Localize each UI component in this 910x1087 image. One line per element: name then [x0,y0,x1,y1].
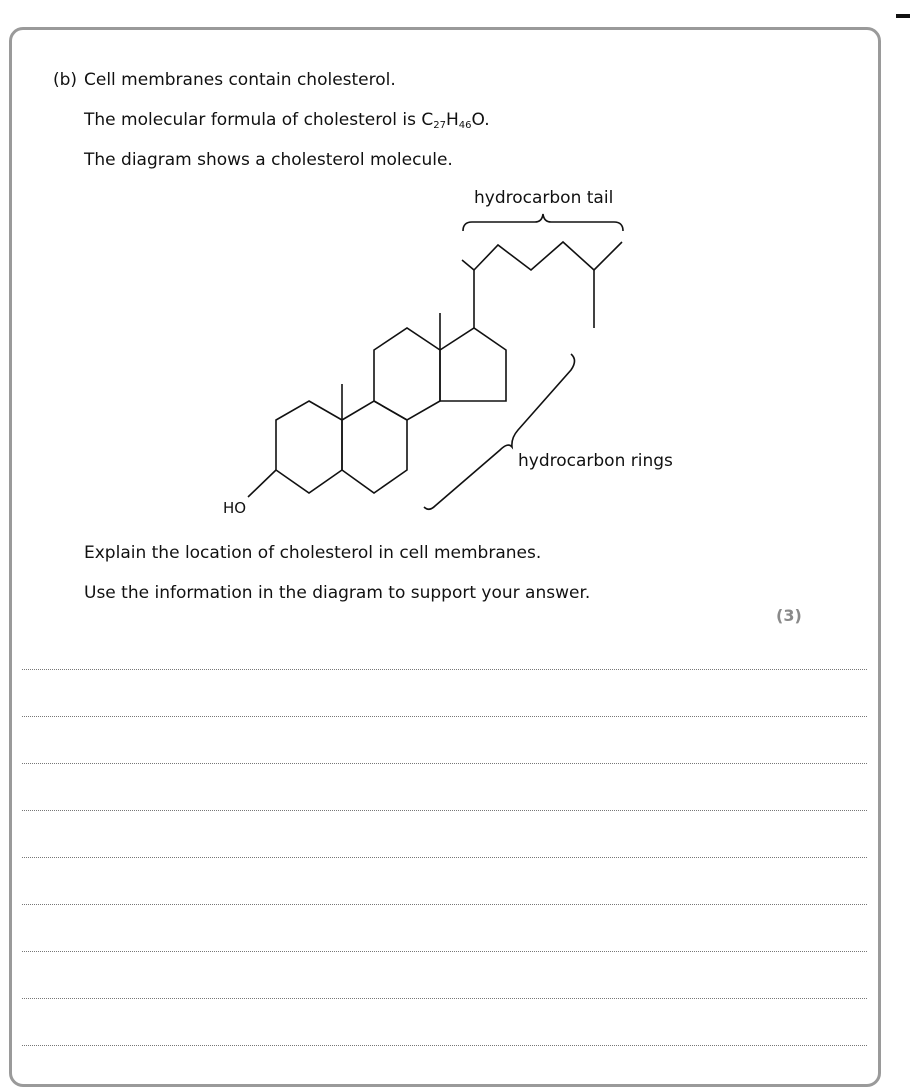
formula-oxygen: O. [471,110,490,130]
label-ho: HO [223,499,247,517]
formula-hydrogen: H [446,110,459,130]
hydroxyl-bond [248,470,276,497]
answer-line[interactable] [22,857,867,858]
label-hydrocarbon-rings: hydrocarbon rings [518,451,673,471]
diagram-sentence: The diagram shows a cholesterol molecule. [84,150,453,170]
answer-line[interactable] [22,669,867,670]
answer-line[interactable] [22,904,867,905]
formula-carbon-count: 27 [433,120,446,131]
explain-instruction: Explain the location of cholesterol in cell membranes. [84,543,542,563]
ring-c [374,328,440,420]
formula-hydrogen-count: 46 [458,120,472,131]
answer-line[interactable] [22,810,867,811]
answer-line[interactable] [22,1045,867,1046]
answer-line[interactable] [22,951,867,952]
hydrocarbon-tail-chain [474,242,622,270]
answer-line[interactable] [22,763,867,764]
ring-a [276,401,342,493]
formula-carbon: C [421,110,434,130]
answer-line[interactable] [22,998,867,999]
formula-prefix: The molecular formula of cholesterol is [84,110,422,130]
side-chain-methyl [462,260,474,270]
question-intro: Cell membranes contain cholesterol. [84,70,396,90]
label-hydrocarbon-tail: hydrocarbon tail [474,188,614,208]
tail-brace [463,214,623,231]
marks-badge: (3) [776,606,802,625]
answer-line[interactable] [22,716,867,717]
use-info-instruction: Use the information in the diagram to support your answer. [84,583,591,603]
rings-brace [424,354,575,509]
question-label: (b) [53,70,78,90]
ring-d [440,328,506,401]
